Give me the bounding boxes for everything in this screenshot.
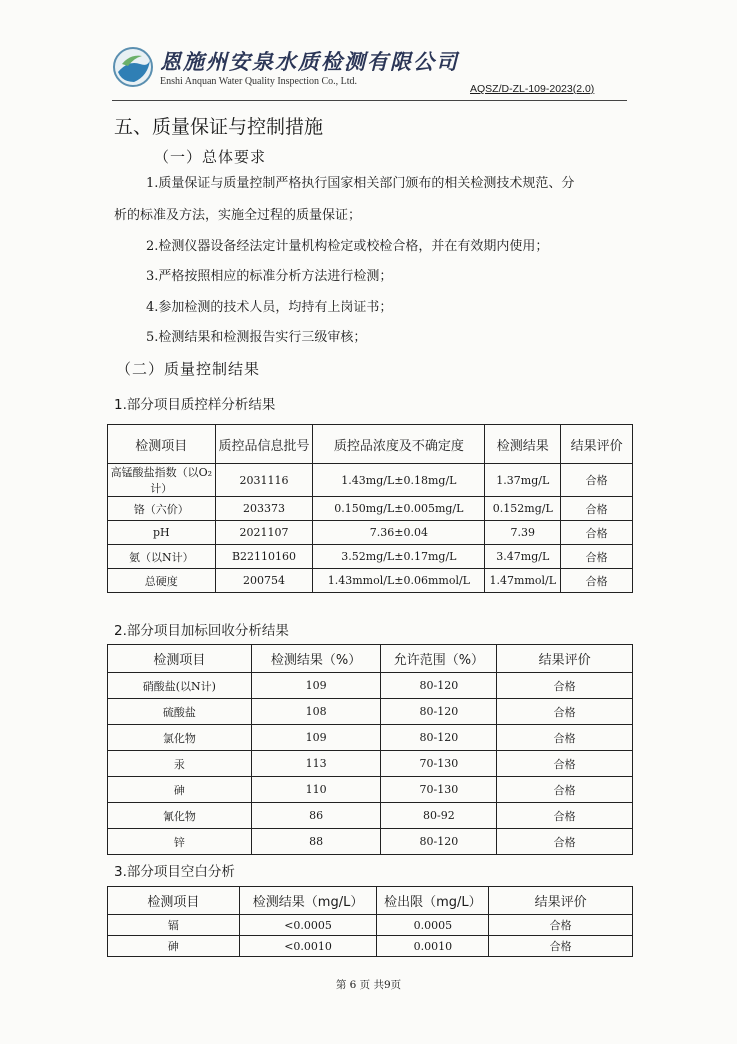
- page-number: 第 6 页 共9页: [335, 979, 402, 991]
- table-cell: 合格: [497, 699, 633, 725]
- table-cell: 合格: [497, 751, 633, 777]
- blank-analysis-table: [107, 886, 633, 957]
- table-cell: 203373: [215, 497, 313, 521]
- spike-recovery-table: [107, 644, 633, 855]
- table-cell: 3.52mg/L±0.17mg/L: [313, 545, 485, 569]
- table-cell: 1.43mmol/L±0.06mmol/L: [313, 569, 485, 593]
- table-cell: 氯化物: [108, 725, 252, 751]
- paragraph-3: 3.严格按照相应的标准分析方法进行检测；: [146, 269, 393, 284]
- table-cell: 109: [251, 725, 381, 751]
- table-row: [108, 699, 633, 725]
- table-cell: 总硬度: [108, 569, 216, 593]
- table-row: [108, 673, 633, 699]
- header-divider: [112, 100, 627, 101]
- table-cell: <0.0010: [239, 936, 377, 957]
- table3-title: 3.部分项目空白分析: [114, 864, 235, 880]
- table-cell: 0.152mg/L: [485, 497, 561, 521]
- table-cell: 110: [251, 777, 381, 803]
- table-cell: 200754: [215, 569, 313, 593]
- table-cell: 1.43mg/L±0.18mg/L: [313, 464, 485, 497]
- table-cell: 88: [251, 829, 381, 855]
- table-cell: 80-92: [381, 803, 497, 829]
- table-cell: 合格: [497, 777, 633, 803]
- paragraph-1: 1.质量保证与质量控制严格执行国家相关部门颁布的相关检测技术规范、分: [146, 176, 575, 191]
- table-row: [108, 751, 633, 777]
- company-logo-icon: [112, 46, 154, 88]
- subsection-title-qc: （二）质量控制结果: [116, 360, 261, 378]
- table-cell: 7.36±0.04: [313, 521, 485, 545]
- company-name-en: Enshi Anquan Water Quality Inspection Co., Ltd.: [160, 76, 358, 87]
- table-cell: 2021107: [215, 521, 313, 545]
- table-cell: 硫酸盐: [108, 699, 252, 725]
- table-cell: 高锰酸盐指数（以O₂计）: [108, 464, 216, 497]
- table-row: [108, 777, 633, 803]
- column-header: 结果评价: [497, 645, 633, 673]
- table-cell: 合格: [497, 803, 633, 829]
- table-cell: 80-120: [381, 725, 497, 751]
- table-cell: pH: [108, 521, 216, 545]
- table-cell: 合格: [497, 673, 633, 699]
- letterhead: [112, 40, 632, 98]
- table-row: [108, 803, 633, 829]
- table-cell: 0.0010: [377, 936, 489, 957]
- column-header: 检测项目: [108, 887, 240, 915]
- table-cell: 70-130: [381, 777, 497, 803]
- table-cell: 1.47mmol/L: [485, 569, 561, 593]
- table-cell: 合格: [489, 915, 633, 936]
- table-cell: 86: [251, 803, 381, 829]
- table-header-row: [108, 645, 633, 673]
- column-header: 检测结果（mg/L）: [239, 887, 377, 915]
- table-row: [108, 521, 633, 545]
- table2-title: 2.部分项目加标回收分析结果: [114, 623, 289, 639]
- table-cell: 3.47mg/L: [485, 545, 561, 569]
- table-header-row: [108, 887, 633, 915]
- paragraph-4: 4.参加检测的技术人员，均持有上岗证书；: [146, 300, 393, 315]
- table-cell: 砷: [108, 936, 240, 957]
- column-header: 质控品信息批号: [215, 425, 313, 464]
- column-header: 结果评价: [561, 425, 633, 464]
- table-cell: 7.39: [485, 521, 561, 545]
- paragraph-1-cont: 析的标准及方法，实施全过程的质量保证；: [114, 208, 362, 223]
- table-cell: 2031116: [215, 464, 313, 497]
- table-row: [108, 915, 633, 936]
- table-cell: 80-120: [381, 673, 497, 699]
- qc-sample-table: [107, 424, 633, 593]
- company-name-cn: 恩施州安泉水质检测有限公司: [160, 49, 459, 74]
- table-cell: 铬（六价）: [108, 497, 216, 521]
- table-cell: 合格: [561, 569, 633, 593]
- table-cell: 合格: [489, 936, 633, 957]
- subsection-title-general: （一）总体要求: [154, 148, 267, 166]
- table-cell: 0.0005: [377, 915, 489, 936]
- column-header: 检测结果: [485, 425, 561, 464]
- table-cell: 合格: [497, 725, 633, 751]
- column-header: 检测项目: [108, 425, 216, 464]
- table-row: [108, 464, 633, 497]
- document-code: AQSZ/D-ZL-109-2023(2.0): [470, 83, 595, 95]
- table-cell: 合格: [561, 545, 633, 569]
- table-cell: 砷: [108, 777, 252, 803]
- table-cell: <0.0005: [239, 915, 377, 936]
- table-row: [108, 569, 633, 593]
- table-row: [108, 497, 633, 521]
- table-cell: 氨（以N计）: [108, 545, 216, 569]
- table-row: [108, 829, 633, 855]
- column-header: 允许范围（%）: [381, 645, 497, 673]
- table-cell: 硝酸盐(以N计): [108, 673, 252, 699]
- column-header: 结果评价: [489, 887, 633, 915]
- table-cell: 70-130: [381, 751, 497, 777]
- table1-title: 1.部分项目质控样分析结果: [114, 397, 276, 413]
- table-header-row: [108, 425, 633, 464]
- table-cell: 合格: [497, 829, 633, 855]
- table-cell: 1.37mg/L: [485, 464, 561, 497]
- table-cell: 109: [251, 673, 381, 699]
- table-cell: 锌: [108, 829, 252, 855]
- table-cell: 汞: [108, 751, 252, 777]
- table-row: [108, 936, 633, 957]
- table-row: [108, 545, 633, 569]
- table-cell: 80-120: [381, 699, 497, 725]
- section-title: 五、质量保证与控制措施: [114, 116, 324, 138]
- column-header: 质控品浓度及不确定度: [313, 425, 485, 464]
- table-cell: 镉: [108, 915, 240, 936]
- table-cell: 108: [251, 699, 381, 725]
- table-cell: 80-120: [381, 829, 497, 855]
- table-cell: 合格: [561, 464, 633, 497]
- table-cell: 0.150mg/L±0.005mg/L: [313, 497, 485, 521]
- table-cell: 合格: [561, 497, 633, 521]
- column-header: 检测项目: [108, 645, 252, 673]
- column-header: 检测结果（%）: [251, 645, 381, 673]
- paragraph-5: 5.检测结果和检测报告实行三级审核；: [146, 330, 367, 345]
- table-cell: 113: [251, 751, 381, 777]
- table-row: [108, 725, 633, 751]
- paragraph-2: 2.检测仪器设备经法定计量机构检定或校检合格，并在有效期内使用；: [146, 239, 549, 254]
- table-cell: 氰化物: [108, 803, 252, 829]
- table-cell: B22110160: [215, 545, 313, 569]
- column-header: 检出限（mg/L）: [377, 887, 489, 915]
- table-cell: 合格: [561, 521, 633, 545]
